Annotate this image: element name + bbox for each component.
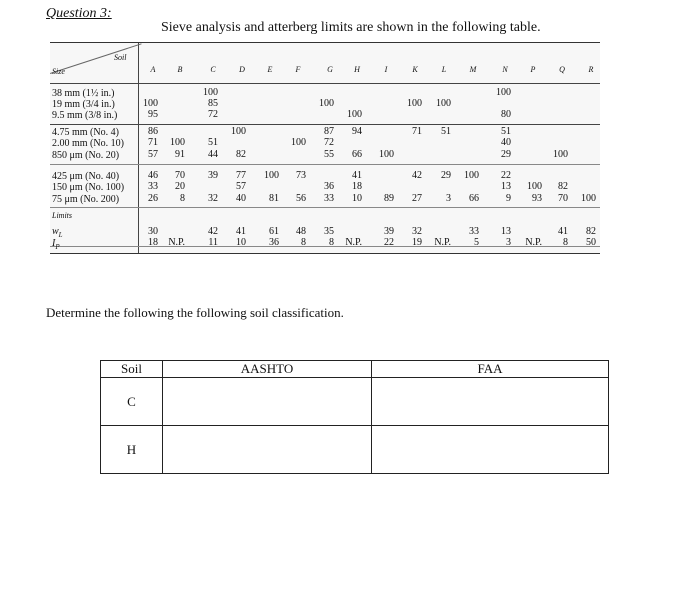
soil-header-e: E xyxy=(267,65,273,74)
soil-header-i: I xyxy=(384,65,388,74)
value-cell-q: 82 xyxy=(558,181,568,192)
value-cell-k: 100 xyxy=(407,98,422,109)
value-cell-n: 51 xyxy=(501,126,511,137)
value-cell-l: N.P. xyxy=(434,237,451,248)
value-cell-d: 82 xyxy=(236,149,246,160)
faa-cell-h[interactable] xyxy=(372,426,609,474)
value-cell-b: 100 xyxy=(170,137,185,148)
limits-label: Limits xyxy=(52,211,73,220)
value-cell-r: 50 xyxy=(586,237,596,248)
wl-subscript: L xyxy=(58,231,63,239)
soil-header-b: B xyxy=(177,65,183,74)
value-cell-a: 18 xyxy=(148,237,158,248)
value-cell-b: 70 xyxy=(175,170,185,181)
value-cell-g: 100 xyxy=(319,98,334,109)
header-separator xyxy=(50,83,600,84)
sieve-analysis-table xyxy=(50,42,600,254)
value-cell-i: 89 xyxy=(384,193,394,204)
sieve-size-label: 75 μm (No. 200) xyxy=(52,194,120,205)
row-divider xyxy=(50,246,600,247)
row-divider xyxy=(50,207,600,208)
soil-header-c: C xyxy=(210,65,216,74)
value-cell-k: 71 xyxy=(412,126,422,137)
row-divider xyxy=(50,124,600,125)
value-cell-p: N.P. xyxy=(525,237,542,248)
value-cell-a: 95 xyxy=(148,109,158,120)
sieve-size-label: 2.00 mm (No. 10) xyxy=(52,138,124,149)
value-cell-m: 100 xyxy=(464,170,479,181)
value-cell-l: 3 xyxy=(446,193,451,204)
value-cell-g: 36 xyxy=(324,181,334,192)
value-cell-a: 26 xyxy=(148,193,158,204)
value-cell-b: 8 xyxy=(180,193,185,204)
value-cell-m: 66 xyxy=(469,193,479,204)
corner-soil-label: Soil xyxy=(114,53,127,62)
intro-text: Sieve analysis and atterberg limits are shown in the following table. xyxy=(161,20,541,35)
value-cell-a: 57 xyxy=(148,149,158,160)
value-cell-g: 33 xyxy=(324,193,334,204)
value-cell-h: 66 xyxy=(352,149,362,160)
row-divider xyxy=(50,164,600,165)
value-cell-c: 51 xyxy=(208,137,218,148)
soil-header-f: F xyxy=(295,65,301,74)
sieve-size-label: 425 μm (No. 40) xyxy=(52,171,120,182)
value-cell-f: 56 xyxy=(296,193,306,204)
value-cell-c: 11 xyxy=(208,237,218,248)
soil-header-p: P xyxy=(530,65,536,74)
value-cell-r: 100 xyxy=(581,193,596,204)
value-cell-f: 8 xyxy=(301,237,306,248)
value-cell-e: 36 xyxy=(269,237,279,248)
value-cell-d: 77 xyxy=(236,170,246,181)
value-cell-e: 81 xyxy=(269,193,279,204)
value-cell-p: 100 xyxy=(527,181,542,192)
value-cell-k: 27 xyxy=(412,193,422,204)
value-cell-k: 19 xyxy=(412,237,422,248)
value-cell-i: 22 xyxy=(384,237,394,248)
value-cell-n: 40 xyxy=(501,137,511,148)
value-cell-d: 100 xyxy=(231,126,246,137)
sieve-size-label: 9.5 mm (3/8 in.) xyxy=(52,110,118,121)
value-cell-m: 33 xyxy=(469,226,479,237)
soil-header-k: K xyxy=(412,65,418,74)
value-cell-d: 57 xyxy=(236,181,246,192)
value-cell-c: 32 xyxy=(208,193,218,204)
corner-size-label: Size xyxy=(52,67,65,76)
determine-text: Determine the following the following soil classification. xyxy=(46,305,344,320)
value-cell-n: 22 xyxy=(501,170,511,181)
value-cell-h: 10 xyxy=(352,193,362,204)
sieve-size-label: 850 μm (No. 20) xyxy=(52,150,120,161)
soil-header-d: D xyxy=(239,65,245,74)
soil-header-n: N xyxy=(502,65,508,74)
value-cell-k: 42 xyxy=(412,170,422,181)
ip-symbol: I xyxy=(52,238,56,249)
value-cell-c: 39 xyxy=(208,170,218,181)
value-cell-h: 100 xyxy=(347,109,362,120)
sieve-size-label: 150 μm (No. 100) xyxy=(52,182,125,193)
sieve-size-label: 38 mm (1½ in.) xyxy=(52,88,115,99)
faa-cell-c[interactable] xyxy=(372,378,609,426)
value-cell-h: 41 xyxy=(352,170,362,181)
value-cell-l: 51 xyxy=(441,126,451,137)
value-cell-b: N.P. xyxy=(168,237,185,248)
ip-subscript: P xyxy=(55,243,60,251)
sieve-size-label: 4.75 mm (No. 4) xyxy=(52,127,119,138)
value-cell-l: 100 xyxy=(436,98,451,109)
value-cell-n: 100 xyxy=(496,87,511,98)
value-cell-n: 29 xyxy=(501,149,511,160)
value-cell-h: 94 xyxy=(352,126,362,137)
plasticity-index-label xyxy=(52,238,60,251)
value-cell-n: 13 xyxy=(501,181,511,192)
value-cell-c: 100 xyxy=(203,87,218,98)
classification-table xyxy=(100,360,609,474)
soil-header-a: A xyxy=(150,65,156,74)
sieve-size-label: 19 mm (3/4 in.) xyxy=(52,99,115,110)
value-cell-q: 100 xyxy=(553,149,568,160)
value-cell-a: 30 xyxy=(148,226,158,237)
soil-cell-c: C xyxy=(101,378,163,426)
value-cell-i: 100 xyxy=(379,149,394,160)
aashto-cell-c[interactable] xyxy=(163,378,372,426)
value-cell-h: N.P. xyxy=(345,237,362,248)
value-cell-f: 73 xyxy=(296,170,306,181)
value-cell-n: 9 xyxy=(506,193,511,204)
value-cell-c: 42 xyxy=(208,226,218,237)
header-aashto: AASHTO xyxy=(163,361,372,378)
value-cell-d: 41 xyxy=(236,226,246,237)
value-cell-l: 29 xyxy=(441,170,451,181)
soil-header-g: G xyxy=(327,65,333,74)
value-cell-f: 100 xyxy=(291,137,306,148)
value-cell-n: 80 xyxy=(501,109,511,120)
value-cell-g: 35 xyxy=(324,226,334,237)
value-cell-a: 46 xyxy=(148,170,158,181)
value-cell-c: 85 xyxy=(208,98,218,109)
soil-header-r: R xyxy=(588,65,594,74)
value-cell-i: 39 xyxy=(384,226,394,237)
header-soil: Soil xyxy=(101,361,163,378)
soil-header-l: L xyxy=(441,65,447,74)
value-cell-g: 87 xyxy=(324,126,334,137)
value-cell-e: 100 xyxy=(264,170,279,181)
soil-header-m: M xyxy=(469,65,477,74)
soil-header-h: H xyxy=(354,65,360,74)
value-cell-q: 8 xyxy=(563,237,568,248)
value-cell-c: 72 xyxy=(208,109,218,120)
value-cell-r: 82 xyxy=(586,226,596,237)
value-cell-h: 18 xyxy=(352,181,362,192)
value-cell-d: 10 xyxy=(236,237,246,248)
wl-symbol: w xyxy=(52,226,59,237)
value-cell-g: 8 xyxy=(329,237,334,248)
value-cell-a: 100 xyxy=(143,98,158,109)
value-cell-d: 40 xyxy=(236,193,246,204)
value-cell-p: 93 xyxy=(532,193,542,204)
value-cell-m: 5 xyxy=(474,237,479,248)
value-cell-f: 48 xyxy=(296,226,306,237)
value-cell-k: 32 xyxy=(412,226,422,237)
value-cell-b: 91 xyxy=(175,149,185,160)
value-cell-e: 61 xyxy=(269,226,279,237)
soil-header-q: Q xyxy=(559,65,565,74)
value-cell-a: 71 xyxy=(148,137,158,148)
value-cell-g: 72 xyxy=(324,137,334,148)
value-cell-a: 33 xyxy=(148,181,158,192)
value-cell-q: 41 xyxy=(558,226,568,237)
value-cell-c: 44 xyxy=(208,149,218,160)
value-cell-q: 70 xyxy=(558,193,568,204)
size-column-divider xyxy=(138,43,139,253)
value-cell-n: 3 xyxy=(506,237,511,248)
question-title: Question 3: xyxy=(46,6,112,21)
aashto-cell-h[interactable] xyxy=(163,426,372,474)
soil-cell-h: H xyxy=(101,426,163,474)
value-cell-g: 55 xyxy=(324,149,334,160)
header-faa: FAA xyxy=(372,361,609,378)
value-cell-b: 20 xyxy=(175,181,185,192)
value-cell-a: 86 xyxy=(148,126,158,137)
value-cell-n: 13 xyxy=(501,226,511,237)
